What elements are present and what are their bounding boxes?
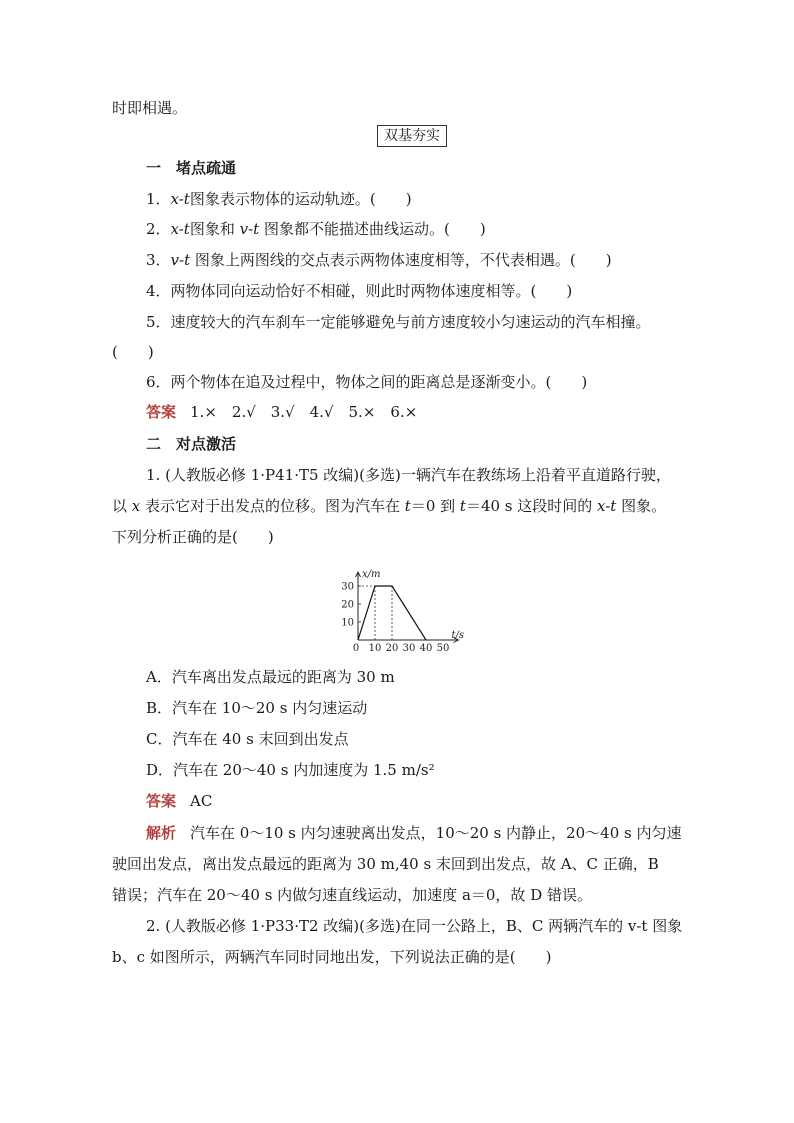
q1-option-b: B．汽车在 10～20 s 内匀速运动 [146,699,368,717]
q1-option-a: A．汽车离出发点最远的距离为 30 m [146,668,395,686]
section-box-title: 双基夯实 [377,125,447,147]
section1-title: 一 堵点疏通 [146,159,237,177]
q1-line1: 1. (人教版必修 1·P41·T5 改编)(多选)一辆汽车在教练场上沿着平直道路行驶， [146,466,671,484]
x-tick-label: 40 [419,643,433,654]
answer-text: AC [190,792,213,810]
q1-line3: 下列分析正确的是( ) [112,528,274,546]
x-tick-label: 50 [436,643,450,654]
statement-3: 3．v-t 图象上两图线的交点表示两物体速度相等，不代表相遇。( ) [146,251,612,269]
statement-5-bracket: ( ) [112,343,154,361]
section2-title: 二 对点激活 [146,435,237,453]
statement-2: 2．x-t图象和 v-t 图象都不能描述曲线运动。( ) [146,220,486,238]
q1-analysis-line3: 错误；汽车在 20～40 s 内做匀速直线运动，加速度 a＝0，故 D 错误。 [112,886,592,904]
section1-answer [146,402,417,422]
y-tick-label: 30 [341,581,354,593]
q1-analysis-line1: 解析 汽车在 0～10 s 内匀速驶离出发点，10～20 s 内静止，20～40 s 内匀速 [146,824,682,842]
q2-line1: 2. (人教版必修 1·P33·T2 改编)(多选)在同一公路上，B、C 两辆汽车的 v-t 图象 [146,917,683,935]
analysis-label: 解析 [146,824,177,842]
intro-tail-text: 时即相遇。 [112,99,188,117]
answer-text: 1.× 2.√ 3.√ 4.√ 5.× 6.× [190,403,418,421]
x-tick-label: 30 [402,643,416,654]
statement-5: 5．速度较大的汽车刹车一定能够避免与前方速度较小匀速运动的汽车相撞。 [146,313,651,331]
statement-4: 4．两物体同向运动恰好不相碰，则此时两物体速度相等。( ) [146,282,573,300]
answer-label: 答案 [146,792,177,810]
y-tick-label: 20 [341,599,354,611]
answer-label: 答案 [146,403,177,421]
q1-line2: 以 x 表示它对于出发点的位移。图为汽车在 t＝0 到 t＝40 s 这段时间的 x-t 图象。 [112,497,667,515]
y-axis-label: x/m [362,569,381,580]
x-axis-label: t/s [451,630,465,641]
q2-line2: b、c 如图所示，两辆汽车同时同地出发，下列说法正确的是( ) [112,948,552,966]
q1-option-c: C．汽车在 40 s 末回到出发点 [146,730,349,748]
statement-6: 6．两个物体在追及过程中，物体之间的距离总是逐渐变小。( ) [146,373,588,391]
x-tick-label: 20 [385,643,399,654]
x-tick-label: 0 [352,643,360,654]
q1-answer [146,791,212,811]
q1-option-d: D．汽车在 20～40 s 内加速度为 1.5 m/s² [146,761,435,779]
statement-1: 1．x-t图象表示物体的运动轨迹。( ) [146,190,412,208]
xt-graph [338,564,488,656]
x-tick-label: 10 [368,643,382,654]
y-tick-label: 10 [341,617,354,629]
q1-analysis-line2: 驶回出发点，离出发点最远的距离为 30 m,40 s 末回到出发点，故 A、C 正确，B [112,855,659,873]
